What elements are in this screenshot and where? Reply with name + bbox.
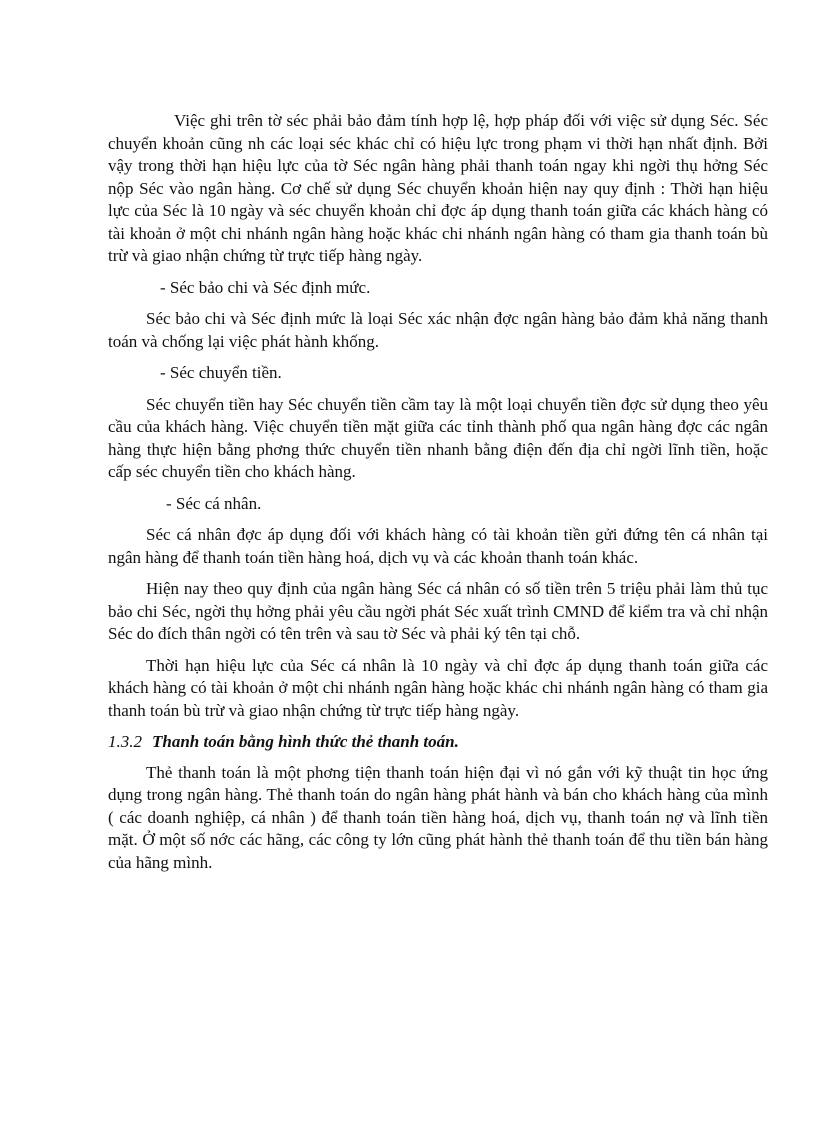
paragraph-payment-card: Thẻ thanh toán là một phơng tiện thanh toán hiện đại vì nó gắn với kỹ thuật tin học ứng dụng trong ngân hàng. Thẻ thanh toán do ngân hàng phát hành và bán cho khách hàng của mình ( các doanh nghiệp, cá nhân ) để thanh toán tiền hàng hoá, dịch vụ, thanh toán nợ và lĩnh tiền mặt. Ở một số nớc các hãng, các công ty lớn cũng phát hành thẻ thanh toán để thu tiền bán hàng của hãng mình. [108,762,768,872]
list-item-certified-cheque: - Séc bảo chi và Séc định mức. [160,277,371,297]
paragraph-personal-cheque-rules: Hiện nay theo quy định của ngân hàng Séc cá nhân có số tiền trên 5 triệu phải làm thủ tục bảo chi Séc, ngời thụ hởng phải yêu cầu ngời phát Séc xuất trình CMND để kiểm tra và chỉ nhận Séc do đích thân ngời có tên trên và sau tờ Séc và phải ký tên tại chỗ. [108,579,768,643]
document-page [108,110,768,883]
section-title: Thanh toán bằng hình thức thẻ thanh toán. [152,732,459,751]
list-item-transfer-cheque: - Séc chuyển tiền. [160,363,282,382]
paragraph-personal-cheque-validity: Thời hạn hiệu lực của Séc cá nhân là 10 ngày và chỉ đợc áp dụng thanh toán giữa các khách hàng có tài khoản ở một chi nhánh ngân hàng hoặc khác chi nhánh ngân hàng có tham gia thanh toán bù trừ và giao nhận chứng từ trực tiếp hàng ngày. [108,655,768,720]
section-number: 1.3.2 [108,732,142,751]
list-item-personal-cheque: - Séc cá nhân. [166,493,262,513]
paragraph-transfer-cheque: Séc chuyển tiền hay Séc chuyển tiền cầm tay là một loại chuyển tiền đợc sử dụng theo yêu cầu của khách hàng. Việc chuyển tiền mặt giữa các tỉnh thành phố qua ngân hàng đợc các ngân hàng thực hiện bằng phơng thức chuyển tiền nhanh bằng điện đến địa chỉ ngời lĩnh tiền, hoặc cấp séc chuyển tiền cho khách hàng. [108,394,768,481]
paragraph-cheque-validity: Việc ghi trên tờ séc phải bảo đảm tính hợp lệ, hợp pháp đối với việc sử dụng Séc. Séc chuyển khoản cũng nh các loại séc khác chỉ có hiệu lực trong phạm vi thời hạn nhất định. Bởi vậy trong thời hạn hiệu lực của tờ Séc ngân hàng phải thanh toán ngay khi ngời thụ hởng Séc nộp Séc vào ngân hàng. Cơ chế sử dụng Séc chuyển khoản hiện nay quy định : Thời hạn hiệu lực của Séc là 10 ngày và séc chuyển khoản chỉ đợc áp dụng thanh toán giữa các khách hàng có tài khoản ở một chi nhánh ngân hàng hoặc khác chi nhánh ngân hàng có tham gia thanh toán bù trừ và giao nhận chứng từ trực tiếp hàng ngày. [108,111,768,265]
section-heading [108,731,768,754]
paragraph-personal-cheque: Séc cá nhân đợc áp dụng đối với khách hàng có tài khoản tiền gửi đứng tên cá nhân tại ngân hàng để thanh toán tiền hàng hoá, dịch vụ và các khoản thanh toán khác. [108,525,768,567]
paragraph-certified-cheque: Séc bảo chi và Séc định mức là loại Séc xác nhận đợc ngân hàng bảo đảm khả năng thanh toán và chống lại việc phát hành khống. [108,309,768,351]
